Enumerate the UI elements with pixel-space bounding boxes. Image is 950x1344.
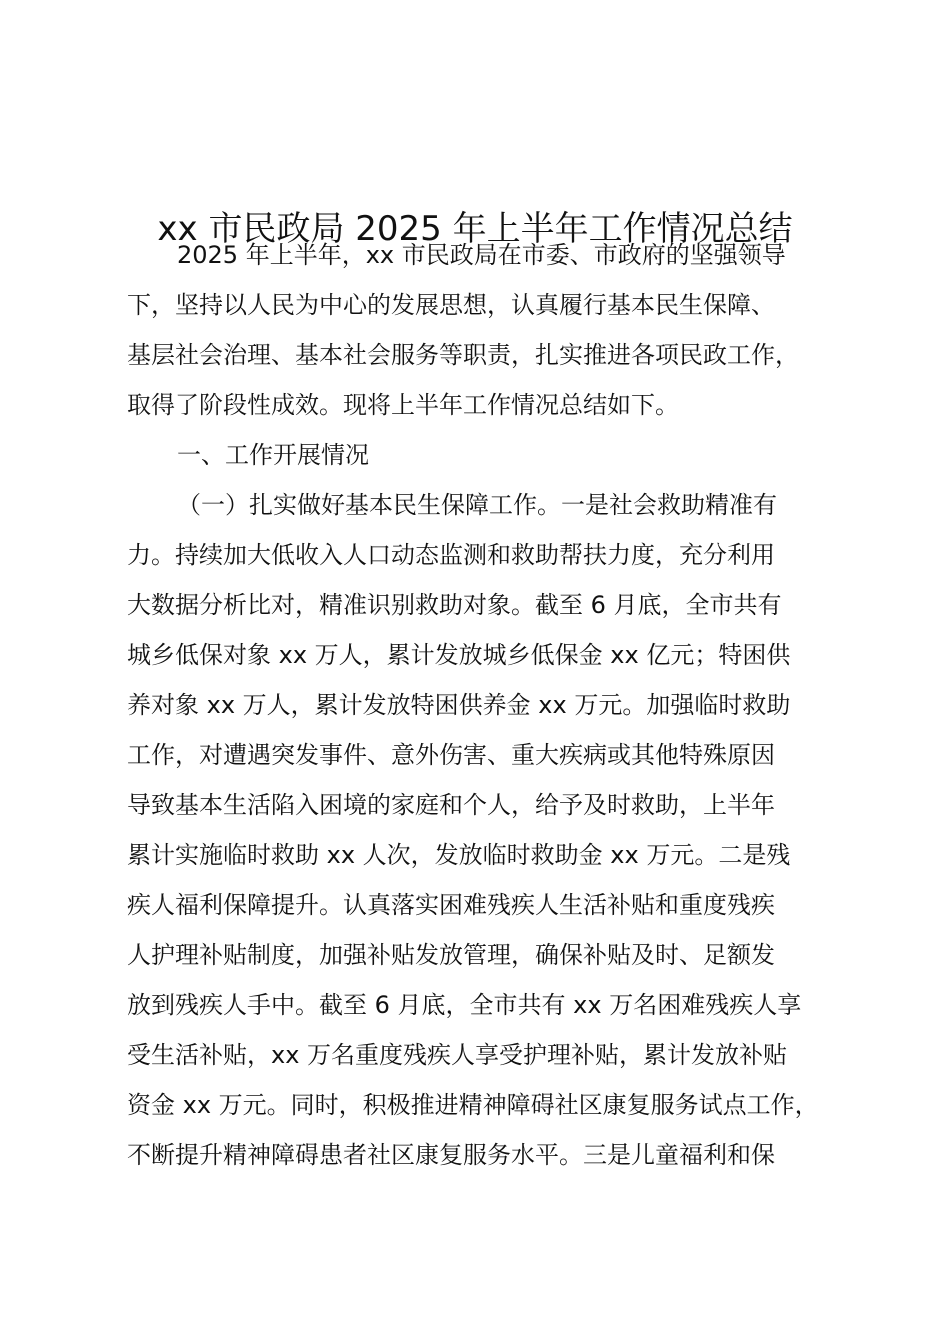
paragraph-line: 力。持续加大低收入人口动态监测和救助帮扶力度，充分利用 [127,541,775,569]
paragraph-line: 下，坚持以人民为中心的发展思想，认真履行基本民生保障、 [127,291,775,319]
paragraph-line: 工作，对遭遇突发事件、意外伤害、重大疾病或其他特殊原因 [127,741,775,769]
document-title: xx 市民政局 2025 年上半年工作情况总结 [157,208,793,249]
paragraph-line: 不断提升精神障碍患者社区康复服务水平。三是儿童福利和保 [127,1141,775,1169]
paragraph-line: 2025 年上半年，xx 市民政局在市委、市政府的坚强领导 [177,241,786,269]
paragraph-line: 人护理补贴制度，加强补贴发放管理，确保补贴及时、足额发 [127,941,775,969]
paragraph-line: 放到残疾人手中。截至 6 月底，全市共有 xx 万名困难残疾人享 [127,991,802,1019]
paragraph-line: 受生活补贴，xx 万名重度残疾人享受护理补贴，累计发放补贴 [127,1041,788,1069]
paragraph-line: 城乡低保对象 xx 万人，累计发放城乡低保金 xx 亿元；特困供 [127,641,791,669]
paragraph-line: 累计实施临时救助 xx 人次，发放临时救助金 xx 万元。二是残 [127,841,791,869]
paragraph-line: 疾人福利保障提升。认真落实困难残疾人生活补贴和重度残疾 [127,891,775,919]
paragraph-line: 养对象 xx 万人，累计发放特困供养金 xx 万元。加强临时救助 [127,691,791,719]
section-heading: 一、工作开展情况 [177,441,369,469]
paragraph-line: 大数据分析比对，精准识别救助对象。截至 6 月底，全市共有 [127,591,782,619]
paragraph-line: 取得了阶段性成效。现将上半年工作情况总结如下。 [127,391,679,419]
paragraph-line: 资金 xx 万元。同时，积极推进精神障碍社区康复服务试点工作， [127,1091,819,1119]
paragraph-line: （一）扎实做好基本民生保障工作。一是社会救助精准有 [177,491,777,519]
paragraph-line: 基层社会治理、基本社会服务等职责，扎实推进各项民政工作， [127,341,799,369]
paragraph-line: 导致基本生活陷入困境的家庭和个人，给予及时救助，上半年 [127,791,775,819]
